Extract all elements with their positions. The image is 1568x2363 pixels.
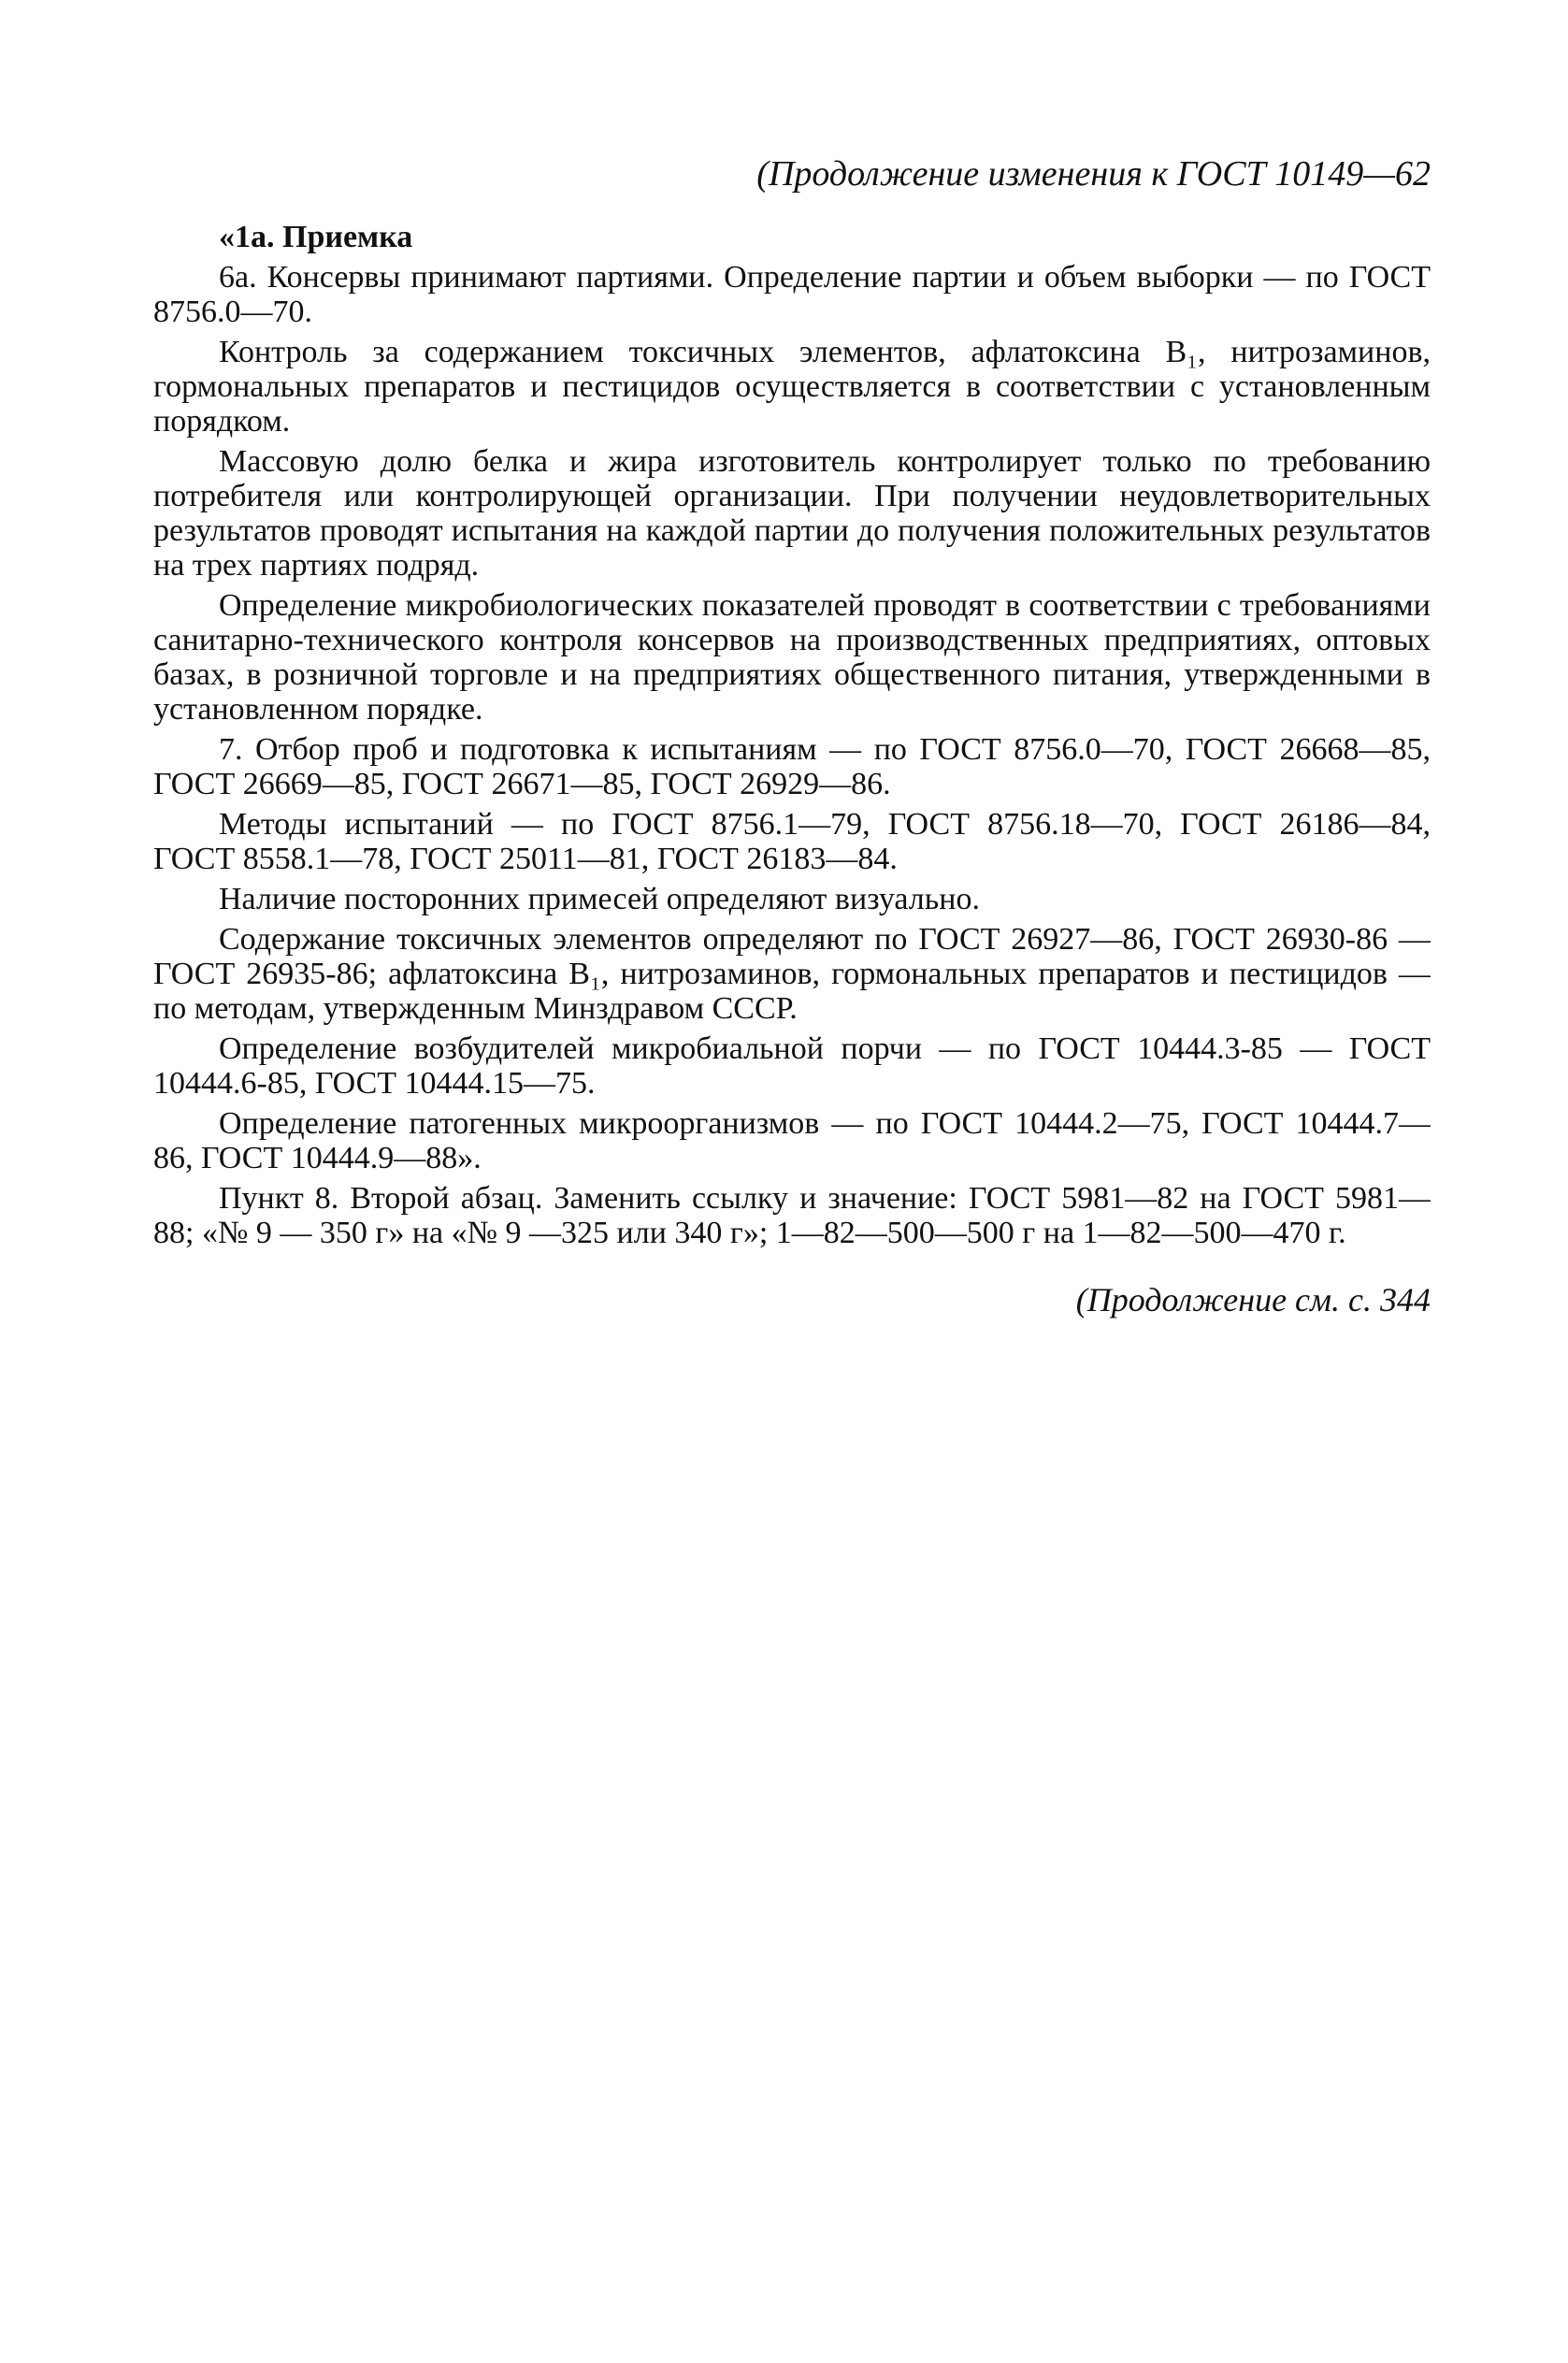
continuation-header: (Продолжение изменения к ГОСТ 10149—62: [756, 154, 1431, 194]
paragraph-toxic-control: Контроль за содержанием токсичных элементов, афлатоксина B₁, нитрозаминов, гормональных препаратов и пестицидов осуществляется в соответствии с установленным порядком.: [153, 335, 1431, 439]
paragraph-clause-8: Пункт 8. Второй абзац. Заменить ссылку и значение: ГОСТ 5981—82 на ГОСТ 5981—88; «№ 9 — 350 г» на «№ 9 —325 или 340 г»; 1—82—500—500 г на 1—82—500—470 г.: [153, 1181, 1431, 1250]
paragraph-protein-fat: Массовую долю белка и жира изготовитель контролирует только по требованию потребителя или контролирующей организации. При получении неудовлетворительных результатов проводят испытания на каждой партии до получения положительных результатов на трех партиях подряд.: [153, 444, 1431, 583]
paragraph-foreign-impurities: Наличие посторонних примесей определяют визуально.: [219, 882, 980, 916]
paragraph-microbiology: Определение микробиологических показателей проводят в соответствии с требованиями санитарно-технического контроля консервов на производственных предприятиях, оптовых базах, в розничной торговле и на предприятиях общественного питания, утвержденными в установленном порядке.: [153, 588, 1431, 727]
paragraph-lot-acceptance: 6а. Консервы принимают партиями. Определение партии и объем выборки — по ГОСТ 8756.0—70.: [153, 260, 1431, 329]
paragraph-pathogens: Определение патогенных микроорганизмов — по ГОСТ 10444.2—75, ГОСТ 10444.7—86, ГОСТ 10444.9—88».: [153, 1106, 1431, 1175]
continuation-footer: (Продолжение см. с. 344: [1075, 1281, 1431, 1318]
document-page: [153, 150, 1431, 1323]
paragraph-sampling: 7. Отбор проб и подготовка к испытаниям — по ГОСТ 8756.0—70, ГОСТ 26668—85, ГОСТ 26669—85, ГОСТ 26671—85, ГОСТ 26929—86.: [153, 732, 1431, 801]
paragraph-toxic-determination: Содержание токсичных элементов определяют по ГОСТ 26927—86, ГОСТ 26930-86 — ГОСТ 26935-86; афлатоксина B₁, нитрозаминов, гормональных препаратов и пестицидов — по методам, утвержденным Минздравом СССР.: [153, 922, 1431, 1026]
section-title: «1а. Приемка: [219, 220, 413, 254]
paragraph-spoilage-agents: Определение возбудителей микробиальной порчи — по ГОСТ 10444.3-85 — ГОСТ 10444.6-85, ГОСТ 10444.15—75.: [153, 1031, 1431, 1101]
paragraph-test-methods: Методы испытаний — по ГОСТ 8756.1—79, ГОСТ 8756.18—70, ГОСТ 26186—84, ГОСТ 8558.1—78, ГОСТ 25011—81, ГОСТ 26183—84.: [153, 807, 1431, 876]
